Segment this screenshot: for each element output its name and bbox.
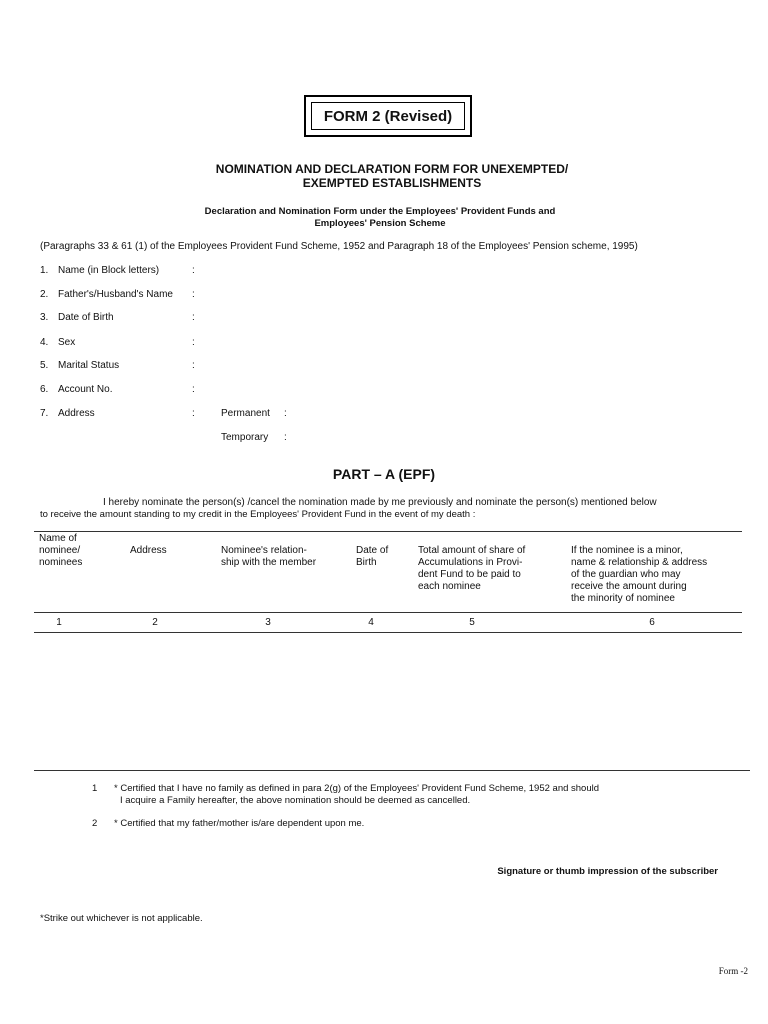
field-colon: : (192, 265, 195, 276)
certification-dependent-parents: 2 * Certified that my father/mother is/are dependent upon me. (92, 818, 365, 829)
main-heading-line1: NOMINATION AND DECLARATION FORM FOR UNEXEMPTED/ (215, 162, 569, 176)
signature-label: Signature or thumb impression of the subscriber (497, 866, 718, 877)
field-colon: : (192, 337, 195, 348)
strike-out-note: *Strike out whichever is not applicable. (40, 913, 203, 924)
field-label: Account No. (58, 384, 113, 395)
table-bottom-rule (34, 770, 750, 771)
table-number-rule (34, 632, 742, 633)
form-title-box (304, 95, 472, 137)
part-a-heading: PART – A (EPF) (332, 466, 436, 482)
field-colon: : (192, 312, 195, 323)
nominee-entry-area[interactable] (34, 634, 742, 768)
field-label: Address (58, 408, 95, 419)
field-number: 6. (40, 384, 49, 395)
sub-heading-line1: Declaration and Nomination Form under the Employees' Provident Funds and (204, 206, 556, 217)
field-number: 5. (40, 360, 49, 371)
sub-heading (0, 206, 760, 230)
field-number: 7. (40, 408, 49, 419)
certification-no-family: 1 * Certified that I have no family as defined in para 2(g) of the Employees' Provident Fund Scheme, 1952 and should I acquire a Family hereafter, the above nomination should be deemed as cancelled. (92, 783, 600, 806)
table-header-share-amount: Total amount of share of Accumulations in Provi- dent Fund to be paid to each nominee (418, 545, 526, 592)
table-top-rule (34, 531, 742, 532)
table-column-number: 2 (152, 617, 158, 628)
field-label: Date of Birth (58, 312, 114, 323)
form-title: FORM 2 (Revised) (311, 102, 465, 130)
table-header-guardian: If the nominee is a minor, name & relationship & address of the guardian who may receive the amount during the minority of nominee (571, 545, 708, 604)
table-header-date-of-birth: Date of Birth (356, 545, 389, 568)
field-colon: : (192, 384, 195, 395)
field-number: 4. (40, 337, 49, 348)
table-column-number: 6 (649, 617, 655, 628)
sub-heading-line2: Employees' Pension Scheme (314, 218, 446, 229)
field-colon: : (192, 360, 195, 371)
address-permanent-label: Permanent (221, 408, 270, 419)
field-label: Father's/Husband's Name (58, 289, 173, 300)
field-label: Name (in Block letters) (58, 265, 160, 276)
field-colon: : (192, 408, 195, 419)
field-number: 1. (40, 265, 49, 276)
field-label: Marital Status (58, 360, 120, 371)
address-temporary-label: Temporary (221, 432, 269, 443)
table-header-address: Address (130, 545, 167, 556)
field-number: 2. (40, 289, 49, 300)
table-header-rule (34, 612, 742, 613)
table-column-number: 4 (368, 617, 374, 628)
table-column-number: 3 (265, 617, 271, 628)
field-colon: : (192, 289, 195, 300)
main-heading-line2: EXEMPTED ESTABLISHMENTS (302, 176, 482, 190)
address-permanent-colon: : (284, 408, 287, 419)
table-header-relationship: Nominee's relation- ship with the member (221, 545, 317, 568)
main-heading (0, 162, 768, 190)
table-header-name-of-nominee: Name of nominee/ nominees (39, 533, 83, 568)
page-footer: Form -2 (718, 966, 748, 976)
table-column-number: 5 (469, 617, 475, 628)
address-temporary-colon: : (284, 432, 287, 443)
paragraphs-note: (Paragraphs 33 & 61 (1) of the Employees Provident Fund Scheme, 1952 and Paragraph 18 of the Employees' Pension scheme, 1995) (40, 241, 638, 252)
field-label: Sex (58, 337, 76, 348)
nomination-statement-line1: I hereby nominate the person(s) /cancel the nomination made by me previously and nominate the person(s) mentioned below (103, 497, 657, 508)
nomination-statement-line2: to receive the amount standing to my credit in the Employees' Provident Fund in the event of my death : (40, 509, 476, 520)
field-number: 3. (40, 312, 49, 323)
table-column-number: 1 (56, 617, 62, 628)
